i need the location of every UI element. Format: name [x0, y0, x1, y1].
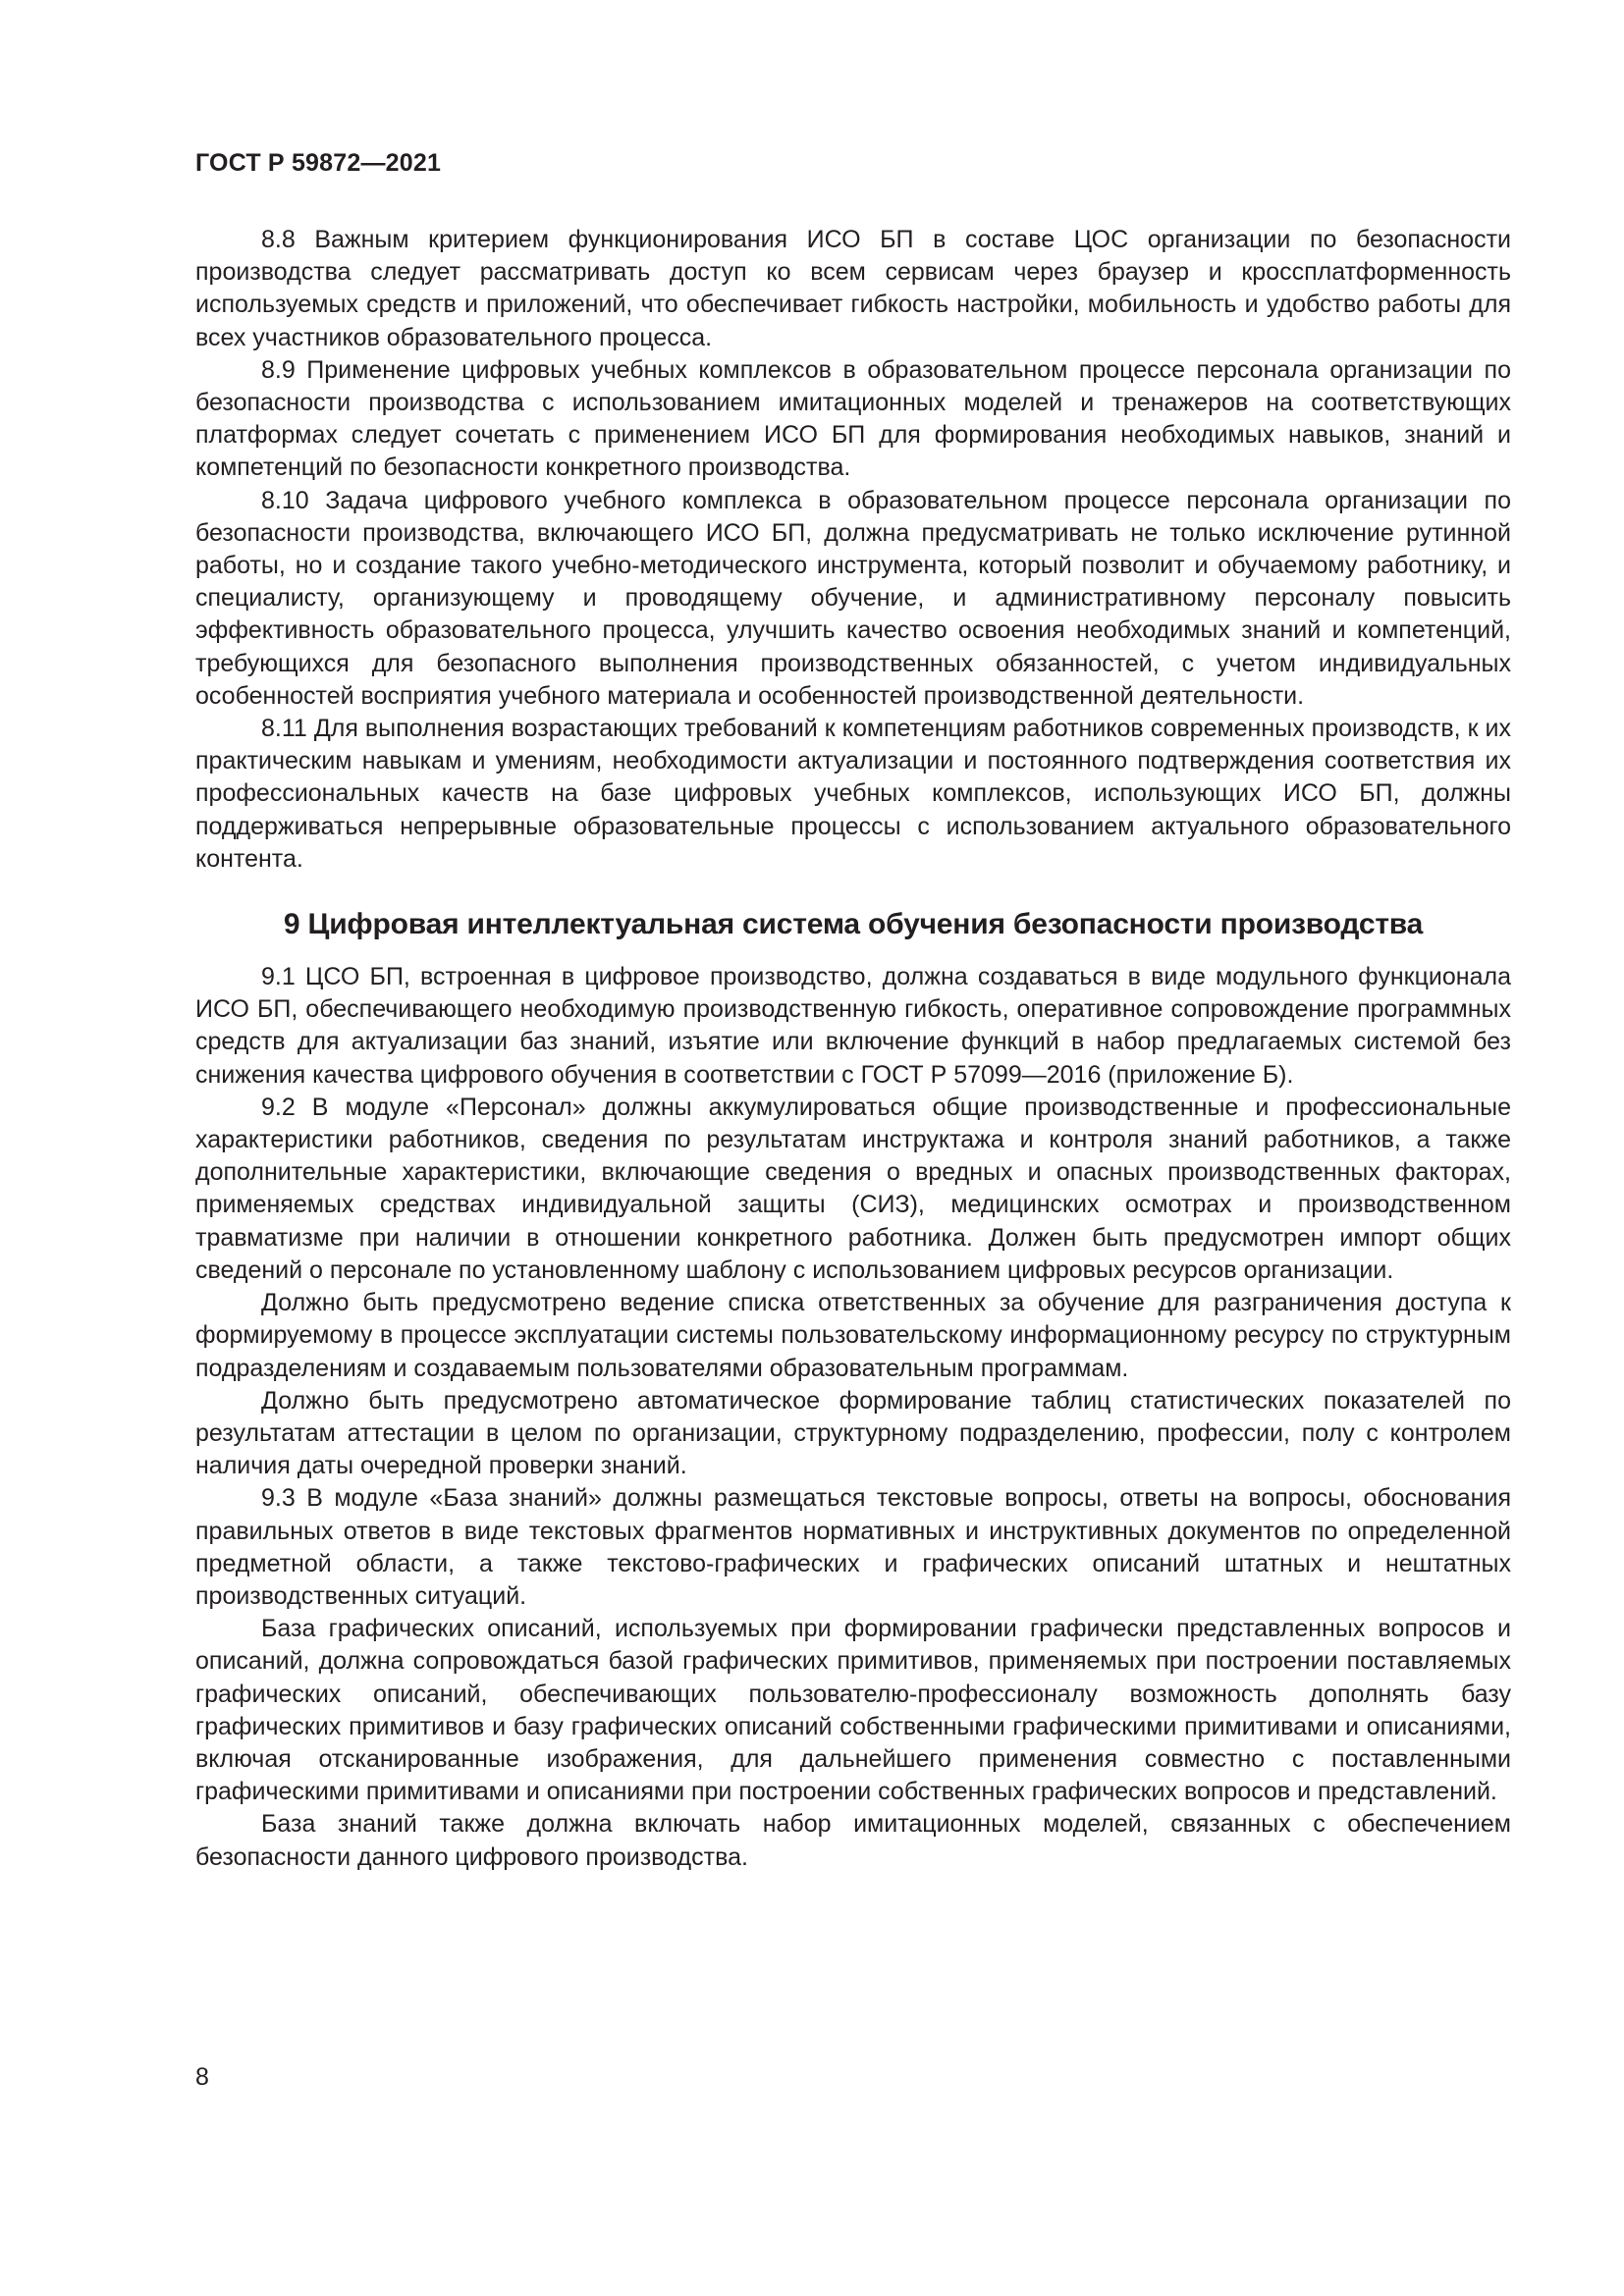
- paragraph-9-3: 9.3 В модуле «База знаний» должны размещаться текстовые вопросы, ответы на вопросы, обоснования правильных ответов в виде текстовых фрагментов нормативных и инструктивных документов по определенной предметной области, а также текстово-графических и графических описаний штатных и нештатных производственных ситуаций.: [195, 1484, 1511, 1610]
- paragraph-8-9: 8.9 Применение цифровых учебных комплексов в образовательном процессе персонала организации по безопасности производства с использованием имитационных моделей и тренажеров на соответствующих платформах следует сочетать с применением ИСО БП для формирования необходимых навыков, знаний и компетенций по безопасности конкретного производства.: [195, 355, 1511, 482]
- section-9-heading: 9 Цифровая интеллектуальная система обучения безопасности производства: [283, 908, 1424, 941]
- paragraph-8-10: 8.10 Задача цифрового учебного комплекса в образовательном процессе персонала организации по безопасности производства, включающего ИСО БП, должна предусматривать не только исключение рутинной работы, но и создание такого учебно-методического инструмента, который позволит и обучаемому работнику, и специалисту, организующему и проводящему обучение, и административному персоналу повысить эффективность образовательного процесса, улучшить качество освоения необходимых знаний и компетенций, требующихся для безопасного выполнения производственных обязанностей, с учетом индивидуальных особенностей восприятия учебного материала и особенностей производственной деятельности.: [195, 486, 1511, 710]
- paragraph-8-11: 8.11 Для выполнения возрастающих требований к компетенциям работников современных производств, к их практическим навыкам и умениям, необходимости актуализации и постоянного подтверждения соответствия их профессиональных качеств на базе цифровых учебных комплексов, использующих ИСО БП, должны поддерживаться непрерывные образовательные процессы с использованием актуального образовательного контента.: [195, 715, 1511, 873]
- paragraph-9-3-simulation-models: База знаний также должна включать набор имитационных моделей, связанных с обеспечением безопасности данного цифрового производства.: [195, 1810, 1511, 1871]
- paragraph-9-1: 9.1 ЦСО БП, встроенная в цифровое производство, должна создаваться в виде модульного функционала ИСО БП, обеспечивающего необходимую производственную гибкость, оперативное сопровождение программных средств для актуализации баз знаний, изъятие или включение функций в набор предлагаемых системой без снижения качества цифрового обучения в соответствии с ГОСТ Р 57099—2016 (приложение Б).: [195, 963, 1511, 1089]
- paragraph-8-8: 8.8 Важным критерием функционирования ИСО БП в составе ЦОС организации по безопасности производства следует рассматривать доступ ко всем сервисам через браузер и кроссплатформенность используемых средств и приложений, что обеспечивает гибкость настройки, мобильность и удобство работы для всех участников образовательного процесса.: [195, 226, 1511, 351]
- page-number: 8: [195, 2063, 209, 2091]
- standard-designation: ГОСТ Р 59872—2021: [195, 149, 442, 177]
- paragraph-9-2-statistics: Должно быть предусмотрено автоматическое формирование таблиц статистических показателей по результатам аттестации в целом по организации, структурному подразделению, профессии, полу с контролем наличия даты очередной проверки знаний.: [195, 1386, 1511, 1480]
- paragraph-9-2-responsible-list: Должно быть предусмотрено ведение списка ответственных за обучение для разграничения доступа к формируемому в процессе эксплуатации системы пользовательскому информационному ресурсу по структурным подразделениям и создаваемым пользователями образовательным программам.: [195, 1289, 1511, 1382]
- document-body: [195, 224, 1511, 1874]
- paragraph-9-2: 9.2 В модуле «Персонал» должны аккумулироваться общие производственные и профессиональные характеристики работников, сведения по результатам инструктажа и контроля знаний работников, а также дополнительные характеристики, включающие сведения о вредных и опасных производственных факторах, применяемых средствах индивидуальной защиты (СИЗ), медицинских осмотрах и производственном травматизме при наличии в отношении конкретного работника. Должен быть предусмотрен импорт общих сведений о персонале по установленному шаблону с использованием цифровых ресурсов организации.: [195, 1093, 1511, 1284]
- paragraph-9-3-graphics-base: База графических описаний, используемых при формировании графически представленных вопросов и описаний, должна сопровождаться базой графических примитивов, применяемых при построении поставляемых графических описаний, обеспечивающих пользователю-профессионалу возможность дополнять базу графических примитивов и базу графических описаний собственными графическими примитивами и описаниями, включая отсканированные изображения, для дальнейшего применения совместно с поставленными графическими примитивами и описаниями при построении собственных графических вопросов и представлений.: [195, 1615, 1511, 1806]
